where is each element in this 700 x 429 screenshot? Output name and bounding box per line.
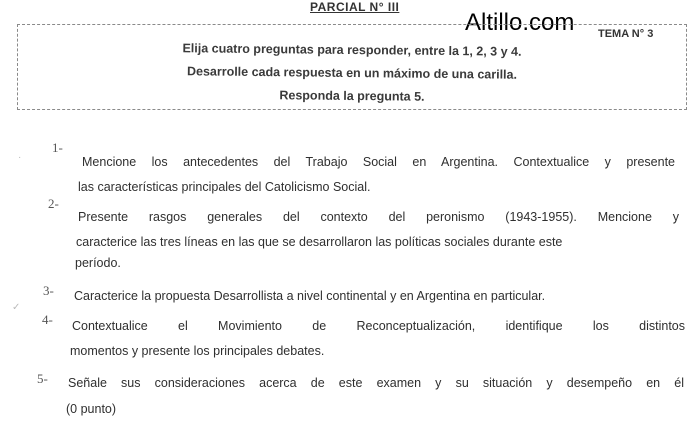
question-number: 4- xyxy=(42,312,53,327)
instructions-box xyxy=(17,24,687,110)
question-text-line: las características principales del Catolicismo Social. xyxy=(78,180,371,194)
watermark-logo: Altillo.com xyxy=(465,9,575,36)
question-text-line: Señale sus consideraciones acerca de este examen y su situación y desempeño en él xyxy=(68,376,684,390)
instruction-line: Elija cuatro preguntas para responder, entre la 1, 2, 3 y 4. xyxy=(182,41,522,59)
instruction-line: Responda la pregunta 5. xyxy=(279,88,425,104)
question-number: 3- xyxy=(43,283,54,298)
question-number: 2- xyxy=(48,196,59,211)
question-number: 5- xyxy=(37,371,48,386)
question-text-line: Presente rasgos generales del contexto del peronismo (1943-1955). Mencione y xyxy=(78,210,679,224)
question-text-line: período. xyxy=(75,256,121,270)
question-text-line: Contextualice el Movimiento de Reconceptualización, identifique los distintos xyxy=(72,319,685,333)
question-text-line: momentos y presente los principales debates. xyxy=(70,344,325,358)
margin-mark-icon: · xyxy=(18,152,22,163)
margin-mark-icon: ✓ xyxy=(12,302,21,313)
question-number: 1- xyxy=(52,140,63,155)
instruction-line: Desarrolle cada respuesta en un máximo de una carilla. xyxy=(186,64,518,82)
exam-title: PARCIAL N° III xyxy=(310,0,400,14)
question-text-line: Mencione los antecedentes del Trabajo Social en Argentina. Contextualice y presente xyxy=(82,155,675,169)
tema-label: TEMA N° 3 xyxy=(598,28,654,40)
question-text-line: (0 punto) xyxy=(66,402,117,416)
question-text-line: Caracterice la propuesta Desarrollista a nivel continental y en Argentina en particular. xyxy=(74,289,546,303)
question-text-line: caracterice las tres líneas en las que se desarrollaron las políticas sociales durante este xyxy=(76,235,563,249)
